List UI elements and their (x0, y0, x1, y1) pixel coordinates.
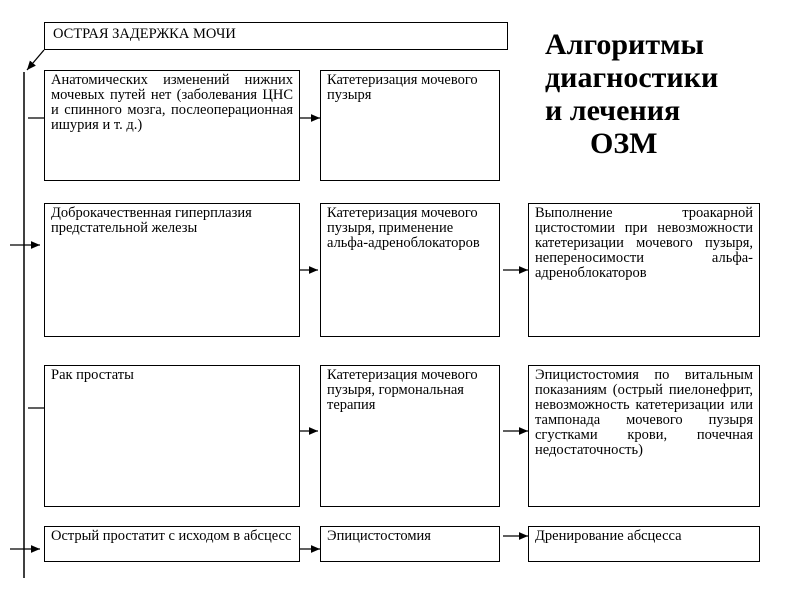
condition-text: Рак простаты (51, 367, 134, 383)
title-line-4: ОЗМ (590, 127, 658, 160)
title-line-2: диагностики (545, 61, 719, 94)
alternative-text: Выполнение троакарной цистостомии при невозможности катетеризации мочевого пузыря, непереносимости альфа-адреноблокаторов (535, 205, 753, 281)
title-line-1: Алгоритмы (545, 28, 704, 61)
condition-text: Острый простатит с исходом в абсцесс (51, 528, 292, 544)
alternative-box-epicystostomy-vital (528, 365, 760, 507)
action-box-catheterization-hormonal (320, 365, 500, 507)
action-box-epicystostomy (320, 526, 500, 562)
action-text: Эпицистостомия (327, 528, 431, 544)
diagram-title (545, 28, 775, 160)
condition-text: Доброкачественная гиперплазия предстательной железы (51, 205, 252, 236)
header-connector-arrow (27, 50, 44, 70)
condition-box-prostatitis-abscess (44, 526, 300, 562)
header-text: ОСТРАЯ ЗАДЕРЖКА МОЧИ (53, 26, 236, 42)
condition-text: Анатомических изменений нижних мочевых путей нет (заболевания ЦНС и спинного мозга, послеоперационная ишурия и т. д.) (51, 72, 293, 133)
alternative-text: Эпицистостомия по витальным показаниям (острый пиелонефрит, невозможность катетеризации или тампонада мочевого пузыря сгустками крови, почечная недостаточность) (535, 367, 753, 458)
alternative-text: Дренирование абсцесса (535, 528, 682, 544)
action-text: Катетеризация мочевого пузыря, гормональная терапия (327, 367, 478, 413)
title-line-3: и лечения (545, 94, 681, 127)
action-text: Катетеризация мочевого пузыря, применение альфа-адреноблокаторов (327, 205, 480, 251)
header-box (44, 22, 508, 50)
action-box-catheterization (320, 70, 500, 181)
condition-box-prostate-cancer (44, 365, 300, 507)
condition-box-bph (44, 203, 300, 337)
action-text: Катетеризация мочевого пузыря (327, 72, 478, 103)
alternative-box-abscess-drainage (528, 526, 760, 562)
condition-box-no-anatomic-changes (44, 70, 300, 181)
alternative-box-trocar-cystostomy (528, 203, 760, 337)
action-box-catheterization-alpha-blockers (320, 203, 500, 337)
